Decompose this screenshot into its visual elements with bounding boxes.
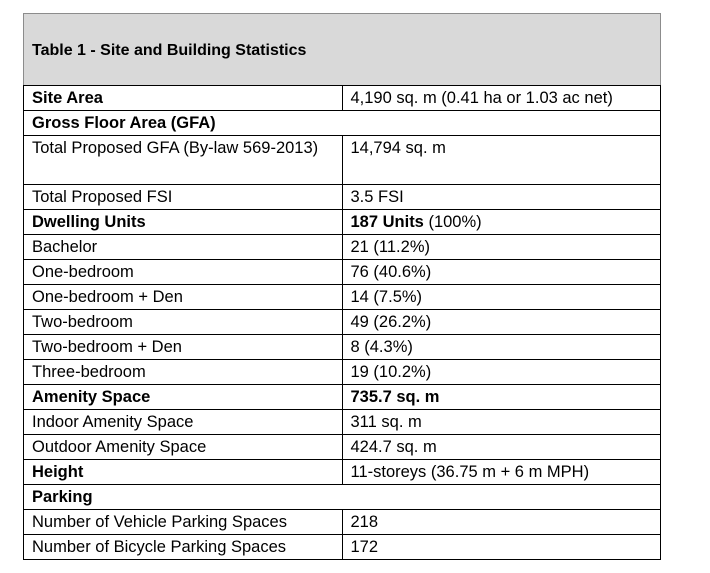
table-row-fsi (24, 185, 661, 210)
row-label: Total Proposed FSI (24, 185, 343, 210)
row-value: 735.7 sq. m (342, 385, 661, 410)
table-row-gfa-heading (24, 111, 661, 136)
row-value: 8 (4.3%) (342, 335, 661, 360)
row-label: Dwelling Units (24, 210, 343, 235)
row-label: Total Proposed GFA (By-law 569-2013) (24, 136, 343, 185)
row-label: Number of Vehicle Parking Spaces (24, 510, 343, 535)
table-row-two-bedroom (24, 310, 661, 335)
table-row-one-bedroom-den (24, 285, 661, 310)
units-total: 187 Units (350, 213, 424, 231)
row-label: Number of Bicycle Parking Spaces (24, 535, 343, 560)
table-row-height (24, 460, 661, 485)
table-row-vehicle-parking (24, 510, 661, 535)
row-label: Indoor Amenity Space (24, 410, 343, 435)
row-label: Site Area (24, 86, 343, 111)
row-label: Two-bedroom (24, 310, 343, 335)
row-label: Outdoor Amenity Space (24, 435, 343, 460)
table-title: Table 1 - Site and Building Statistics (32, 42, 307, 59)
row-label: Two-bedroom + Den (24, 335, 343, 360)
table-caption (23, 13, 661, 85)
row-value: 4,190 sq. m (0.41 ha or 1.03 ac net) (342, 86, 661, 111)
row-value: 49 (26.2%) (342, 310, 661, 335)
table-row-total-gfa (24, 136, 661, 185)
row-value: 14 (7.5%) (342, 285, 661, 310)
section-heading: Gross Floor Area (GFA) (24, 111, 661, 136)
table-row-one-bedroom (24, 260, 661, 285)
row-value: 311 sq. m (342, 410, 661, 435)
table-row-outdoor-amenity (24, 435, 661, 460)
row-value: 424.7 sq. m (342, 435, 661, 460)
table-row-indoor-amenity (24, 410, 661, 435)
row-value: 19 (10.2%) (342, 360, 661, 385)
row-value: 76 (40.6%) (342, 260, 661, 285)
table-row-parking-heading (24, 485, 661, 510)
row-label: Height (24, 460, 343, 485)
row-value: 14,794 sq. m (342, 136, 661, 185)
section-heading: Parking (24, 485, 661, 510)
table-row-bachelor (24, 235, 661, 260)
statistics-table-frame (23, 13, 661, 560)
table-row-dwelling-units (24, 210, 661, 235)
table-row-bicycle-parking (24, 535, 661, 560)
row-label: Amenity Space (24, 385, 343, 410)
row-label: One-bedroom + Den (24, 285, 343, 310)
units-percent: (100%) (423, 213, 482, 231)
statistics-table (23, 85, 661, 560)
row-value: 11-storeys (36.75 m + 6 m MPH) (342, 460, 661, 485)
row-value (342, 210, 661, 235)
row-value: 172 (342, 535, 661, 560)
row-label: One-bedroom (24, 260, 343, 285)
table-row-two-bedroom-den (24, 335, 661, 360)
row-value: 3.5 FSI (342, 185, 661, 210)
row-label: Three-bedroom (24, 360, 343, 385)
table-row-amenity-space (24, 385, 661, 410)
row-label: Bachelor (24, 235, 343, 260)
row-value: 21 (11.2%) (342, 235, 661, 260)
table-row-three-bedroom (24, 360, 661, 385)
table-row-site-area (24, 86, 661, 111)
row-value: 218 (342, 510, 661, 535)
